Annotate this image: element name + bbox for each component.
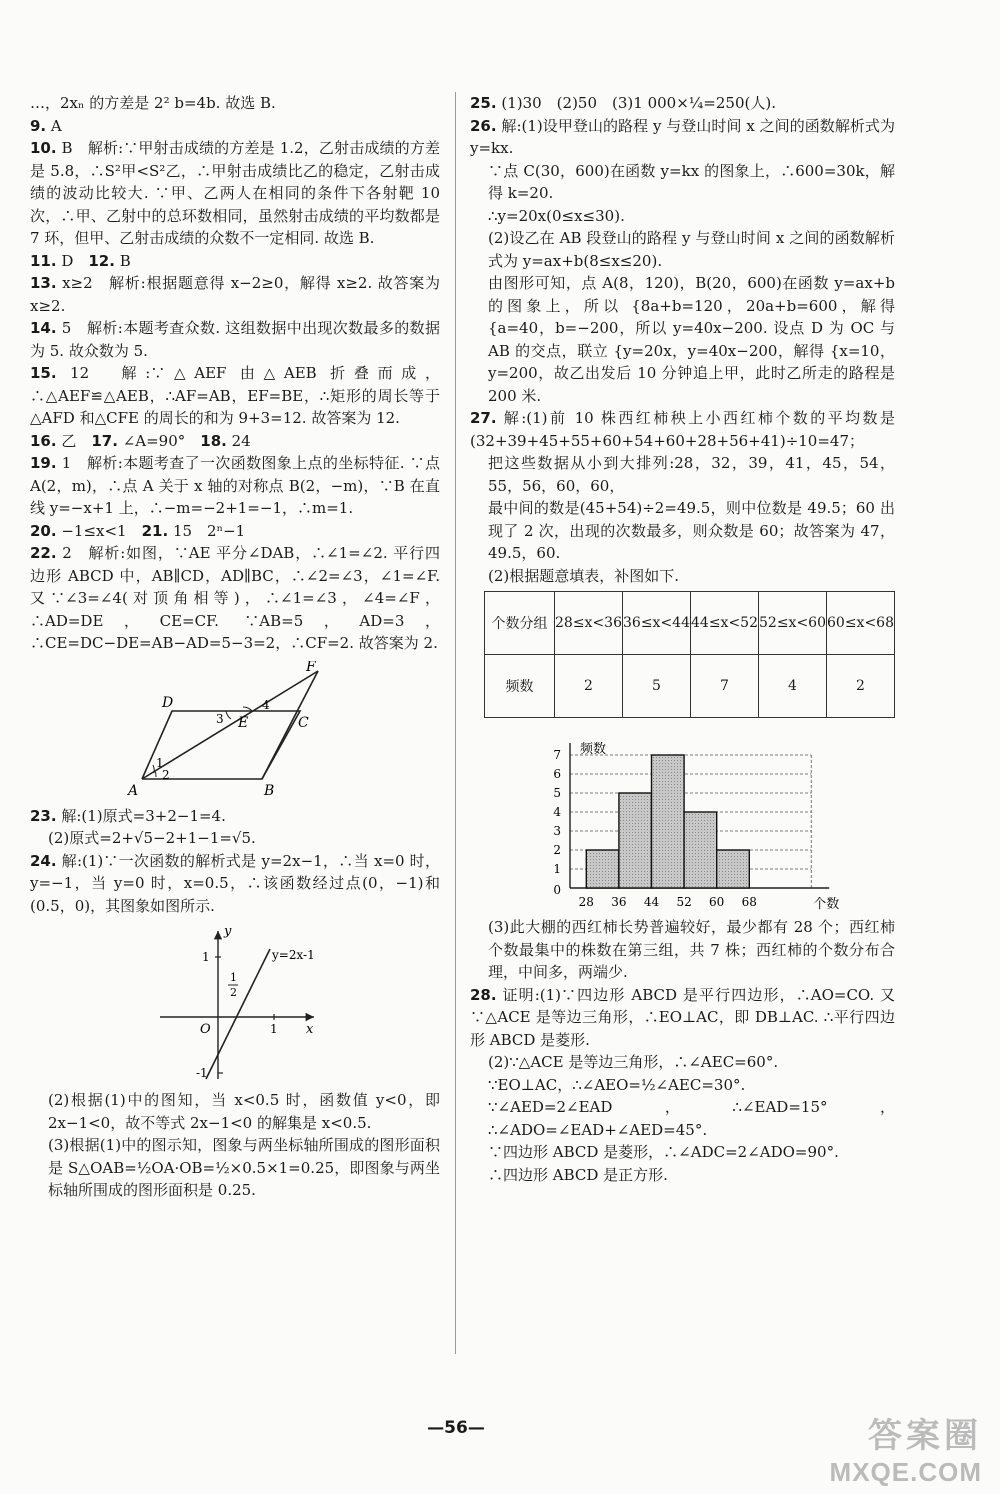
answer-text: ∵EO⊥AC，∴∠AEO=½∠AEC=30°. [488,1075,746,1094]
question-number: 19. [30,454,57,472]
watermark-title: 答案圈 [868,1417,982,1455]
page-number: —56— [427,1418,485,1438]
question-number: 23. [30,806,57,825]
answer-text: 解:(1)前 10 株西红柿秧上小西红柿个数的平均数是(32+39+45+55+60+54+60+28+56+41)÷10=47； [470,409,895,450]
y-tick-label: 5 [553,786,561,800]
y-tick-label: 1 [553,862,561,876]
x-tick-label: 68 [741,895,757,909]
answer-text: x≥2 解析:根据题意得 x−2≥0，解得 x≥2. 故答案为 x≥2. [30,274,440,315]
linear-function-graph [30,919,440,1085]
answer-text: A [46,116,62,135]
histogram-bar [619,793,652,888]
watermark-url: MXQE.COM [829,1457,982,1487]
label-e: E [238,714,249,731]
answer-text: ∴四边形 ABCD 是正方形. [488,1165,668,1184]
freq-cell: 7 [691,655,759,718]
answer-text: 5 解析:本题考查众数. 这组数据中出现次数最多的数据为 5. 故众数为 5. [30,319,440,360]
answer-text: D [56,251,89,270]
histogram [470,724,895,916]
answer-paragraph [470,272,895,407]
freq-cell: 4 [759,655,827,718]
y-tick-label: 3 [553,824,561,838]
x-axis-label: x [306,1022,314,1037]
question-number: 14. [30,319,57,337]
group-cell: 44≤x<52 [691,592,759,655]
angle-4: 4 [262,697,270,712]
answer-text: 把这些数据从小到大排列:28，32，39，41，45，54，55，56，60，60， [488,454,895,495]
answer-paragraph [30,452,440,520]
x-tick-1: 1 [270,1022,278,1036]
table-row-groups [485,592,895,655]
answer-text: 解:(1)原式=3+2−1=4. [56,806,226,825]
answer-text: ∵四边形 ABCD 是菱形，∴∠ADC=2∠ADO=90°. [488,1143,839,1161]
answer-paragraph [30,1134,440,1202]
histogram-bar [684,812,717,888]
y-tick-label: 7 [553,748,561,762]
x-tick-label: 36 [611,895,627,909]
left-column [30,92,440,1202]
answer-text: 解:(1)∵一次函数的解析式是 y=2x−1，∴当 x=0 时，y=−1，当 y=0 时，x=0.5，∴该函数经过点(0，−1)和(0.5，0)，其图象如图所示. [30,851,440,915]
answer-paragraph [470,115,895,160]
answer-text: (1)30 (2)50 (3)1 000×¼=250(人). [496,94,776,112]
left-answers-block-3 [30,1089,440,1202]
answer-paragraph [30,272,440,317]
answer-text: B 解析:∵甲射击成绩的方差是 1.2，乙射击成绩的方差是 5.8，∴S²甲<S²乙，∴甲射击成绩比乙的稳定，乙射击成绩的波动比较大. ∵甲、乙两人在相同的条件下各射靶 10 次，∴甲、乙射中的总环数相同，虽然射击成绩的平均数都是 7 环，但甲、乙射击成绩的众数不一定相同. 故选 B. [30,139,440,247]
question-number: 11. [30,251,57,270]
question-number: 16. [30,431,57,450]
half-numerator: 1 [230,971,237,984]
question-number: 26. [470,116,497,135]
answer-paragraph [470,565,895,588]
answer-paragraph [470,916,895,984]
question-number: 24. [30,851,57,870]
answer-paragraph [470,1164,895,1187]
question-number: 15. [30,364,57,382]
answer-text: B [114,251,131,270]
right-column [470,92,895,1186]
answer-paragraph [470,205,895,228]
y-tick-label: 2 [553,843,561,857]
y-tick-1: 1 [202,950,210,964]
answer-text: (3)此大棚的西红柿长势普遍较好，最少都有 28 个；西红柿个数最集中的株数在第三组，共 7 株；西红柿的个数分布合理，中间多，两端少. [488,918,895,981]
answer-paragraph [30,850,440,918]
answer-text: 12 解:∵△AEF 由△AEB 折叠而成，∴△AEF≌△AEB，∴AF=AB，EF=BE，∴矩形的周长等于△AFD 和△CFE 的周长的和为 9+3=12. 故答案为 12. [30,364,440,427]
question-number: 22. [30,544,57,562]
freq-cell: 2 [827,655,895,718]
label-c: C [298,714,309,731]
x-tick-label: 28 [578,895,594,909]
answer-text: 2 解析:如图，∵AE 平分∠DAB，∴∠1=∠2. 平行四边形 ABCD 中，AB∥CD，AD∥BC，∴∠2=∠3，∠1=∠F. 又∵∠3=∠4(对顶角相等)，∴∠1=∠3，∠4=∠F，∴AD=DE，CE=CF. ∵AB=5，AD=3，∴CE=DC−DE=AB−AD=5−3=2，∴CF=2. 故答案为 2. [30,544,440,652]
answer-paragraph [470,452,895,497]
question-number: 28. [470,985,497,1004]
answer-paragraph [30,137,440,250]
question-number: 21. [141,521,169,540]
label-f: F [306,660,316,675]
watermark [830,1408,982,1488]
answer-paragraph [470,1141,895,1164]
answer-paragraph [470,160,895,205]
answer-text: ∠A=90° [117,431,201,450]
question-number: 13. [30,274,57,292]
answer-text: …，2xₙ 的方差是 2² b=4b. 故选 B. [30,94,276,112]
group-cell: 36≤x<44 [623,592,691,655]
answer-paragraph [30,317,440,362]
y-tick-label: 4 [553,805,561,819]
answer-text: (2)根据题意填表，补图如下. [488,566,680,585]
answer-text: 证明:(1)∵四边形 ABCD 是平行四边形，∴AO=CO. 又∵△ACE 是等边三角形，∴EO⊥AC，即 DB⊥AC. ∴平行四边形 ABCD 是菱形. [470,985,895,1049]
question-number: 17. [91,431,118,450]
angle-3: 3 [216,711,224,726]
line-y-2x-1 [206,949,270,1079]
histogram-bar [652,755,685,888]
histogram-bar [717,850,750,888]
origin-label: O [200,1022,211,1037]
answer-paragraph [30,542,440,655]
answer-text: 24 [226,431,251,450]
answer-text: (2)设乙在 AB 段登山的路程 y 与登山时间 x 之间的函数解析式为 y=ax+b(8≤x≤20). [488,229,895,270]
function-label: y=2x-1 [272,948,315,962]
answer-paragraph [470,92,895,115]
answer-paragraph [470,1096,895,1141]
answer-text: 1 解析:本题考查了一次函数图象上点的坐标特征. ∵点 A(2，m)，∴点 A 关于 x 轴的对称点 B(2，−m)，∵B 在直线 y=−x+1 上，∴−m=−2+1=−1，∴m=1. [30,454,440,517]
answer-paragraph [30,115,440,138]
answer-text: 由图形可知，点 A(8，120)，B(20，600)在函数 y=ax+b 的图象上，所以 {8a+b=120，20a+b=600，解得 {a=40，b=−200，所以 y=40x−200. 设点 D 为 OC 与 AB 的交点，联立 {y=20x，y=40x−200，解得 {x=10，y=200，故乙出发后 10 分钟追上甲，此时乙所走的路程是 200 米. [488,274,895,405]
question-number: 10. [30,139,57,157]
answer-text: ∵∠AED=2∠EAD，∴∠EAD=15°，∴∠ADO=∠EAD+∠AED=45°. [488,1098,895,1139]
column-divider [455,92,456,1354]
label-a: A [128,782,139,799]
x-axis-title: 个数 [813,897,840,912]
answer-paragraph [470,407,895,452]
answer-text: ∵点 C(30，600)在函数 y=kx 的图象上，∴600=30k，解得 k=20. [488,161,895,202]
question-number: 27. [470,409,497,427]
y-axis-label: y [224,924,232,939]
label-b: B [264,782,275,799]
answer-text: 乙 [56,431,92,450]
question-number: 12. [88,251,115,270]
answer-text: (2)原式=2+√5−2+1−1=√5. [48,829,256,847]
histogram-bar [586,850,619,888]
answer-paragraph [470,984,895,1052]
group-cell: 28≤x<36 [555,592,623,655]
answer-text: (3)根据(1)中的图示知，图象与两坐标轴所围成的图形面积是 S△OAB=½OA·OB=½×0.5×1=0.25，即图象与两坐标轴所围成的图形面积是 0.25. [48,1136,440,1199]
table-row-label: 频数 [485,655,555,718]
freq-cell: 2 [555,655,623,718]
y-tick-label: 6 [553,767,561,781]
answer-paragraph [470,227,895,272]
answer-text: −1≤x<1 [56,521,142,540]
answer-paragraph [30,430,440,453]
question-number: 18. [200,431,227,450]
question-number: 20. [30,521,57,540]
answer-paragraph [30,362,440,430]
answer-paragraph [30,827,440,850]
answer-text: (2)根据(1)中的图知，当 x<0.5 时，函数值 y<0，即 2x−1<0，故不等式 2x−1<0 的解集是 x<0.5. [48,1091,440,1132]
right-answers-block-2 [470,916,895,1186]
answer-text: 最中间的数是(45+54)÷2=49.5，则中位数是 49.5；60 出现了 2 次，出现的次数最多，则众数是 60；故答案为 47，49.5，60. [488,499,895,562]
angle-2: 2 [162,767,170,782]
question-number: 9. [30,116,47,135]
parallelogram-figure [30,661,440,801]
question-number: 25. [470,94,497,112]
label-d: D [162,694,174,711]
group-cell: 52≤x<60 [759,592,827,655]
answer-text: (2)∵△ACE 是等边三角形，∴∠AEC=60°. [488,1053,779,1071]
answer-text: 解:(1)设甲登山的路程 y 与登山时间 x 之间的函数解析式为 y=kx. [470,116,895,157]
answer-paragraph [30,92,440,115]
answer-paragraph [30,1089,440,1134]
answer-paragraph [470,497,895,565]
frequency-table [484,591,895,718]
answer-paragraph [30,520,440,543]
answer-text: 15 2ⁿ−1 [168,521,246,540]
origin-label: 0 [553,883,561,897]
x-tick-label: 52 [676,895,692,909]
half-denominator: 2 [230,986,237,999]
table-row-freqs [485,655,895,718]
left-answers-block-1 [30,92,440,655]
group-cell: 60≤x<68 [827,592,895,655]
x-tick-label: 60 [709,895,725,909]
y-tick-minus-1: -1 [196,1066,208,1080]
left-answers-block-2 [30,805,440,918]
y-axis-title: 频数 [580,742,607,757]
answer-paragraph [30,250,440,273]
answer-text: ∴y=20x(0≤x≤30). [488,206,625,225]
right-answers-block-1 [470,92,895,587]
answer-paragraph [470,1051,895,1074]
answer-paragraph [470,1074,895,1097]
x-tick-label: 44 [643,895,660,909]
table-header-cell: 个数分组 [485,592,555,655]
answer-paragraph [30,805,440,828]
angle-1: 1 [156,755,164,770]
segment-bf [262,671,318,779]
freq-cell: 5 [623,655,691,718]
